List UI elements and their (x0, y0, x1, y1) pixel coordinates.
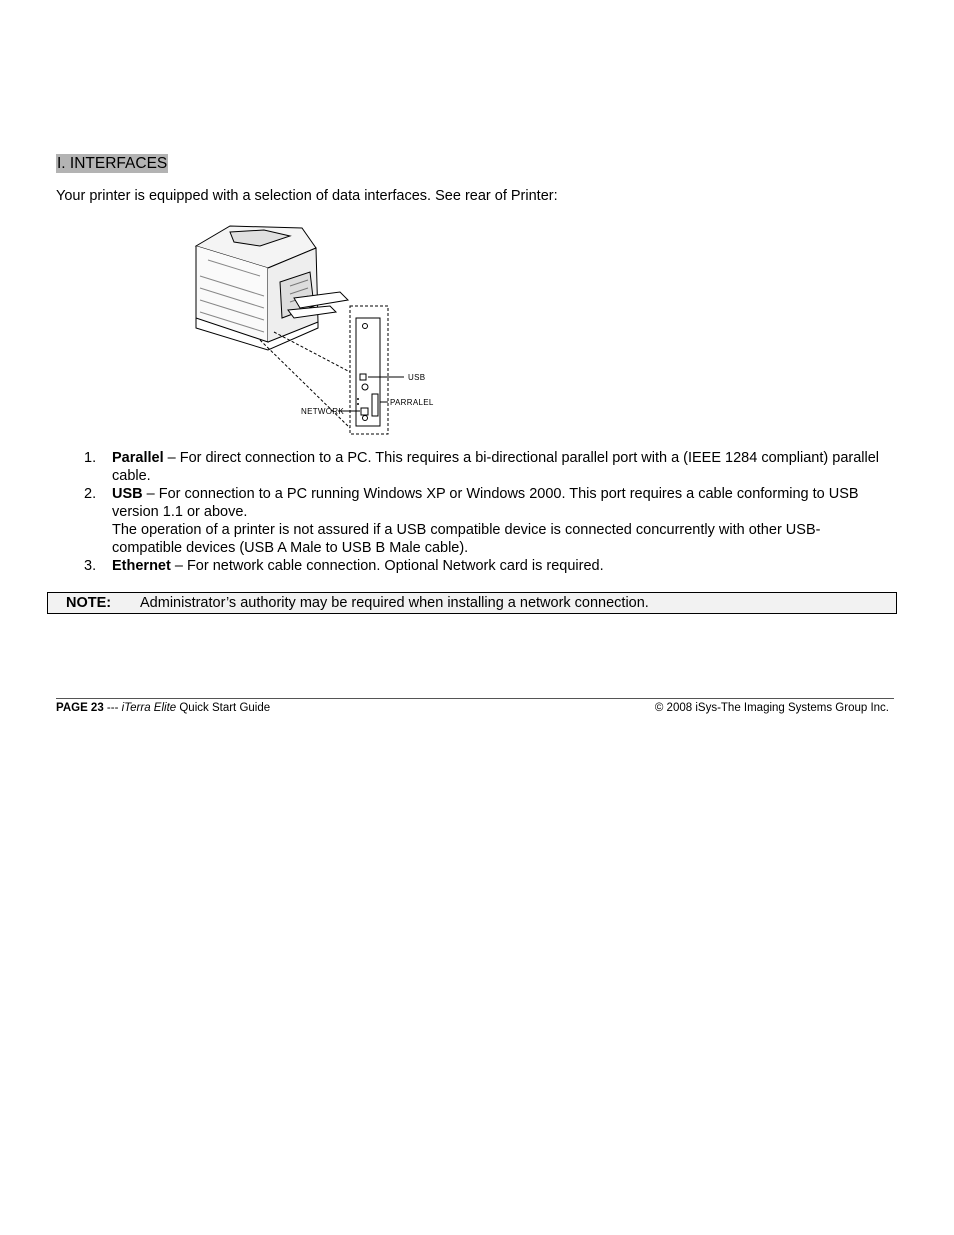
item-term: Ethernet (112, 558, 171, 574)
parallel-label: PARRALEL (390, 398, 434, 407)
footer-page-info (56, 701, 270, 715)
note-label: NOTE: (66, 595, 112, 611)
item-extra-text: The operation of a printer is not assured if a USB compatible device is connected concurrently with other USB-compatible devices (USB A Male to USB B Male cable). (112, 522, 821, 556)
product-name: iTerra Elite (121, 702, 177, 714)
footer-divider (56, 698, 894, 699)
network-label: NETWORK (301, 407, 344, 416)
note-text: Administrator’s authority may be required when installing a network connection. (140, 595, 649, 611)
interface-list (56, 449, 886, 575)
page-number: PAGE 23 (56, 702, 104, 714)
intro-text: Your printer is equipped with a selection of data interfaces. See rear of Printer: (56, 188, 558, 204)
item-text: – For direct connection to a PC. This requires a bi-directional parallel port with a (IEEE 1284 compliant) parallel cable. (112, 450, 880, 484)
list-item (56, 557, 886, 575)
section-title: I. INTERFACES (57, 155, 168, 172)
item-term: Parallel (112, 450, 164, 466)
guide-name: Quick Start Guide (176, 702, 271, 714)
footer-copyright: © 2008 iSys-The Imaging Systems Group Inc. (654, 702, 889, 714)
item-text: – For connection to a PC running Windows XP or Windows 2000. This port requires a cable conforming to USB version 1.1 or above. (112, 486, 859, 520)
list-item (56, 449, 886, 485)
footer-separator: --- (103, 702, 122, 714)
printer-illustration (190, 222, 450, 438)
item-text: – For network cable connection. Optional Network card is required. (170, 558, 604, 574)
item-number: 2. (84, 486, 97, 502)
item-number: 1. (84, 450, 97, 466)
note-box (47, 592, 897, 614)
usb-label: USB (408, 373, 426, 382)
list-item (56, 485, 886, 557)
item-number: 3. (84, 558, 97, 574)
item-term: USB (112, 486, 143, 502)
printer-rear-figure (190, 222, 450, 438)
